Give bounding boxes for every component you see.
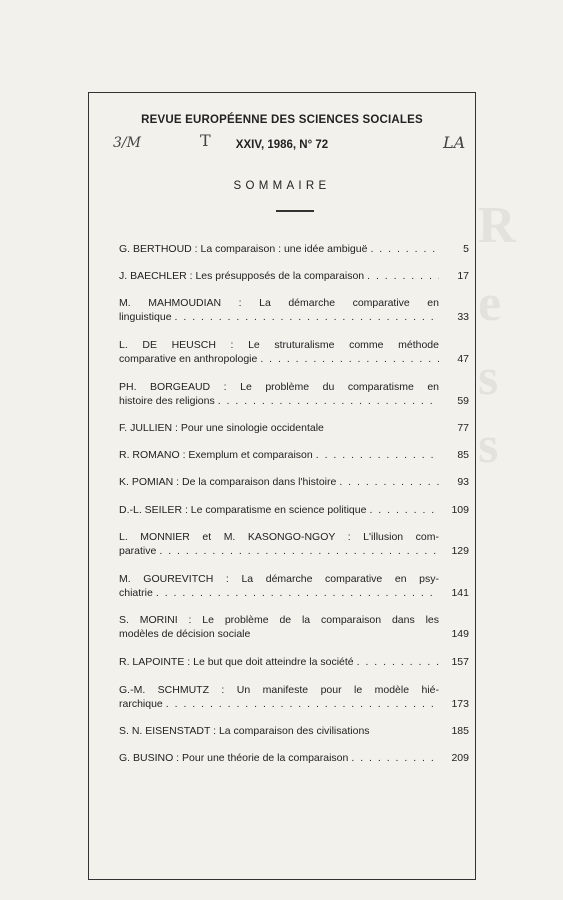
entry-text: G.-M. SCHMUTZ : Un manifeste pour le modèle hié- — [119, 684, 439, 696]
toc-entry — [119, 655, 469, 669]
dot-leader — [313, 448, 439, 462]
dot-leader — [153, 586, 439, 600]
entry-text: K. POMIAN : De la comparaison dans l'histoire — [119, 476, 337, 488]
page-number: 77 — [457, 422, 469, 434]
page-number: 141 — [451, 587, 469, 599]
section-title: SOMMAIRE — [233, 180, 331, 192]
toc-entry — [119, 296, 469, 324]
toc-entry — [119, 338, 469, 366]
toc-entry — [119, 475, 469, 489]
entry-text: L. DE HEUSCH : Le struturalisme comme méthode — [119, 339, 439, 351]
page-number: 47 — [457, 353, 469, 365]
toc-entry — [119, 613, 469, 641]
entry-text: M. GOUREVITCH : La démarche comparative en psy- — [119, 573, 439, 585]
entry-text: J. BAECHLER : Les présupposés de la comparaison — [119, 270, 365, 282]
entry-text-continued: histoire des religions — [119, 395, 215, 407]
page-number: 59 — [457, 395, 469, 407]
dot-leader — [336, 475, 439, 489]
page-number: 185 — [451, 725, 469, 737]
page-number: 109 — [451, 504, 469, 516]
handwritten-note-right: LA — [443, 133, 466, 152]
entry-text: L. MONNIER et M. KASONGO-NGOY : L'illusion com- — [119, 531, 439, 543]
dot-leader — [354, 655, 439, 669]
toc-entry — [119, 503, 469, 517]
page-number: 85 — [457, 449, 469, 461]
page-number: 149 — [451, 628, 469, 640]
toc-entry — [119, 242, 469, 256]
dot-leader — [367, 242, 439, 256]
entry-text: S. N. EISENSTADT : La comparaison des civilisations — [119, 725, 370, 737]
entry-text: G. BERTHOUD : La comparaison : une idée ambiguë — [119, 243, 368, 255]
dot-leader — [156, 544, 439, 558]
handwritten-note-middle: T — [200, 131, 211, 150]
page-number: 33 — [457, 311, 469, 323]
page-number: 93 — [457, 476, 469, 488]
entry-text: F. JULLIEN : Pour une sinologie occidentale — [119, 422, 324, 434]
toc-entry — [119, 421, 469, 435]
page-number: 129 — [451, 545, 469, 557]
entry-text: PH. BORGEAUD : Le problème du comparatisme en — [119, 381, 439, 393]
entry-text: R. ROMANO : Exemplum et comparaison — [119, 449, 313, 461]
entry-text-continued: linguistique — [119, 311, 172, 323]
entry-text: R. LAPOINTE : Le but que doit atteindre la société — [119, 656, 354, 668]
journal-name: REVUE EUROPÉENNE DES SCIENCES SOCIALES — [141, 114, 423, 126]
entry-text-continued: parative — [119, 545, 157, 557]
dot-leader — [163, 697, 439, 711]
dot-leader — [366, 503, 439, 517]
toc-entry — [119, 572, 469, 600]
toc-entry — [119, 683, 469, 711]
entry-text-continued: chiatrie — [119, 587, 153, 599]
handwritten-note-left: 3/M — [113, 135, 141, 151]
page-number: 17 — [457, 270, 469, 282]
title-rule — [276, 210, 314, 212]
toc-entry — [119, 380, 469, 408]
entry-text: G. BUSINO : Pour une théorie de la comparaison — [119, 752, 349, 764]
toc-entry — [119, 530, 469, 558]
page-number: 5 — [463, 243, 469, 255]
page-number: 173 — [451, 698, 469, 710]
contents-frame — [88, 92, 476, 880]
toc-entry — [119, 448, 469, 462]
dot-leader — [172, 310, 439, 324]
toc-entry — [119, 751, 469, 765]
issue-info: XXIV, 1986, N° 72 — [235, 139, 329, 151]
page-number: 209 — [451, 752, 469, 764]
toc-entry — [119, 269, 469, 283]
toc-entry — [119, 724, 469, 738]
dot-leader — [364, 269, 439, 283]
page-number: 157 — [451, 656, 469, 668]
entry-text-continued: modèles de décision sociale — [119, 628, 251, 640]
entry-text: M. MAHMOUDIAN : La démarche comparative en — [119, 297, 439, 309]
dot-leader — [348, 751, 439, 765]
entry-text: D.-L. SEILER : Le comparatisme en science politique — [119, 504, 367, 516]
dot-leader — [215, 394, 439, 408]
entry-text: S. MORINI : Le problème de la comparaison dans les — [119, 614, 439, 626]
entry-text-continued: comparative en anthropologie — [119, 353, 258, 365]
dot-leader — [257, 352, 439, 366]
entry-text-continued: rarchique — [119, 698, 163, 710]
